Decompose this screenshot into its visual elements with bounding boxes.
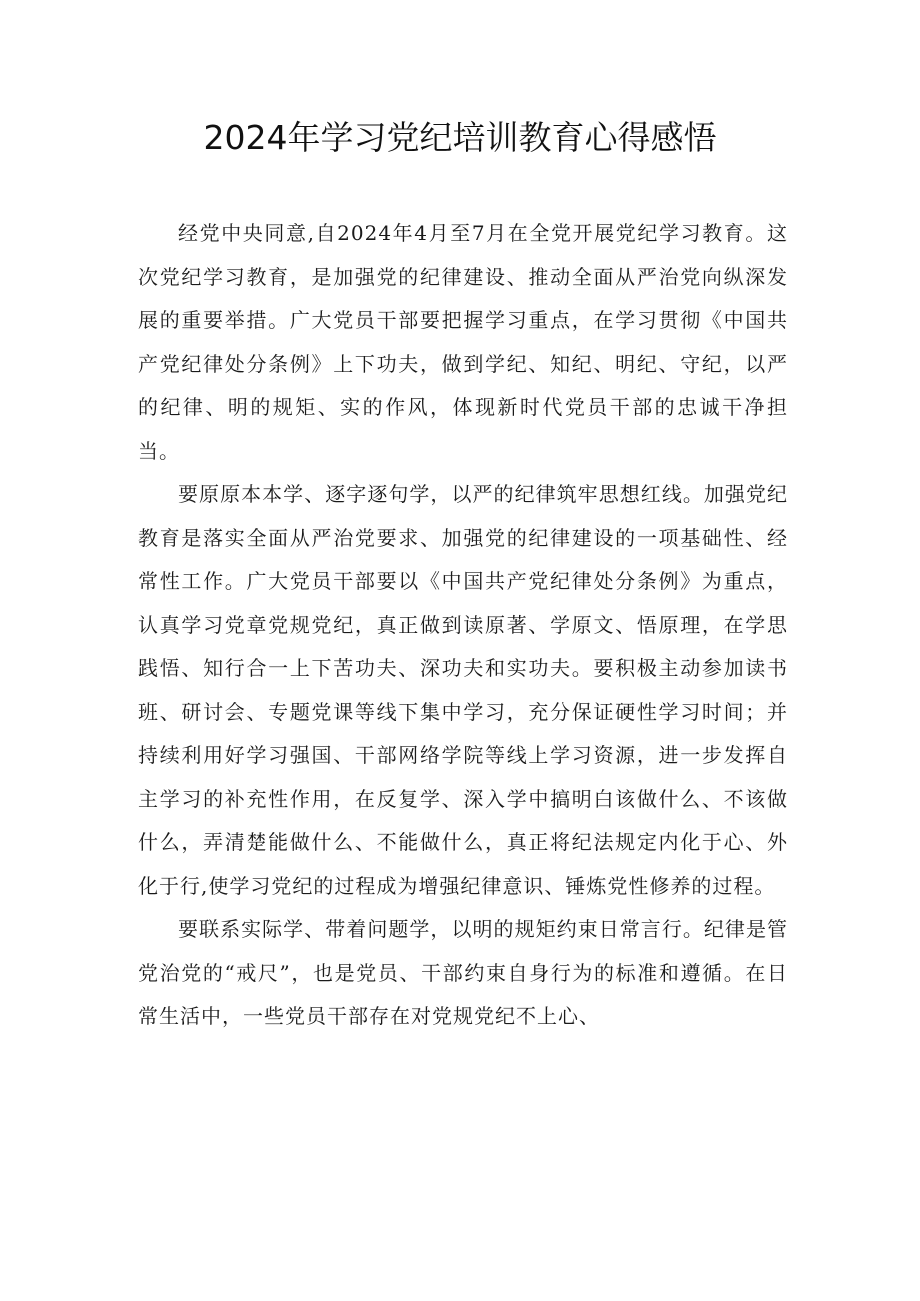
paragraph-1: 经党中央同意,自2024年4月至7月在全党开展党纪学习教育。这次党纪学习教育，是加强党的纪律建设、推动全面从严治党向纵深发展的重要举措。广大党员干部要把握学习重点，在学习贯彻《中国共产党纪律处分条例》上下功夫，做到学纪、知纪、明纪、守纪，以严的纪律、明的规矩、实的作风，体现新时代党员干部的忠诚干净担当。 xyxy=(138,221,788,463)
paragraph-3: 要联系实际学、带着问题学，以明的规矩约束日常言行。纪律是管党治党的“戒尺”，也是党员、干部约束自身行为的标准和遵循。在日常生活中，一些党员干部存在对党规党纪不上心、 xyxy=(138,917,788,1028)
document-title: 2024年学习党纪培训教育心得感悟 xyxy=(203,118,717,157)
document-body xyxy=(138,212,788,1039)
paragraph-2: 要原原本本学、逐字逐句学，以严的纪律筑牢思想红线。加强党纪教育是落实全面从严治党要求、加强党的纪律建设的一项基础性、经常性工作。广大党员干部要以《中国共产党纪律处分条例》为重点，认真学习党章党规党纪，真正做到读原著、学原文、悟原理，在学思践悟、知行合一上下苦功夫、深功夫和实功夫。要积极主动参加读书班、研讨会、专题党课等线下集中学习，充分保证硬性学习时间；并持续利用好学习强国、干部网络学院等线上学习资源，进一步发挥自主学习的补充性作用，在反复学、深入学中搞明白该做什么、不该做什么，弄清楚能做什么、不能做什么，真正将纪法规定内化于心、外化于行,使学习党纪的过程成为增强纪律意识、锤炼党性修养的过程。 xyxy=(138,482,788,898)
